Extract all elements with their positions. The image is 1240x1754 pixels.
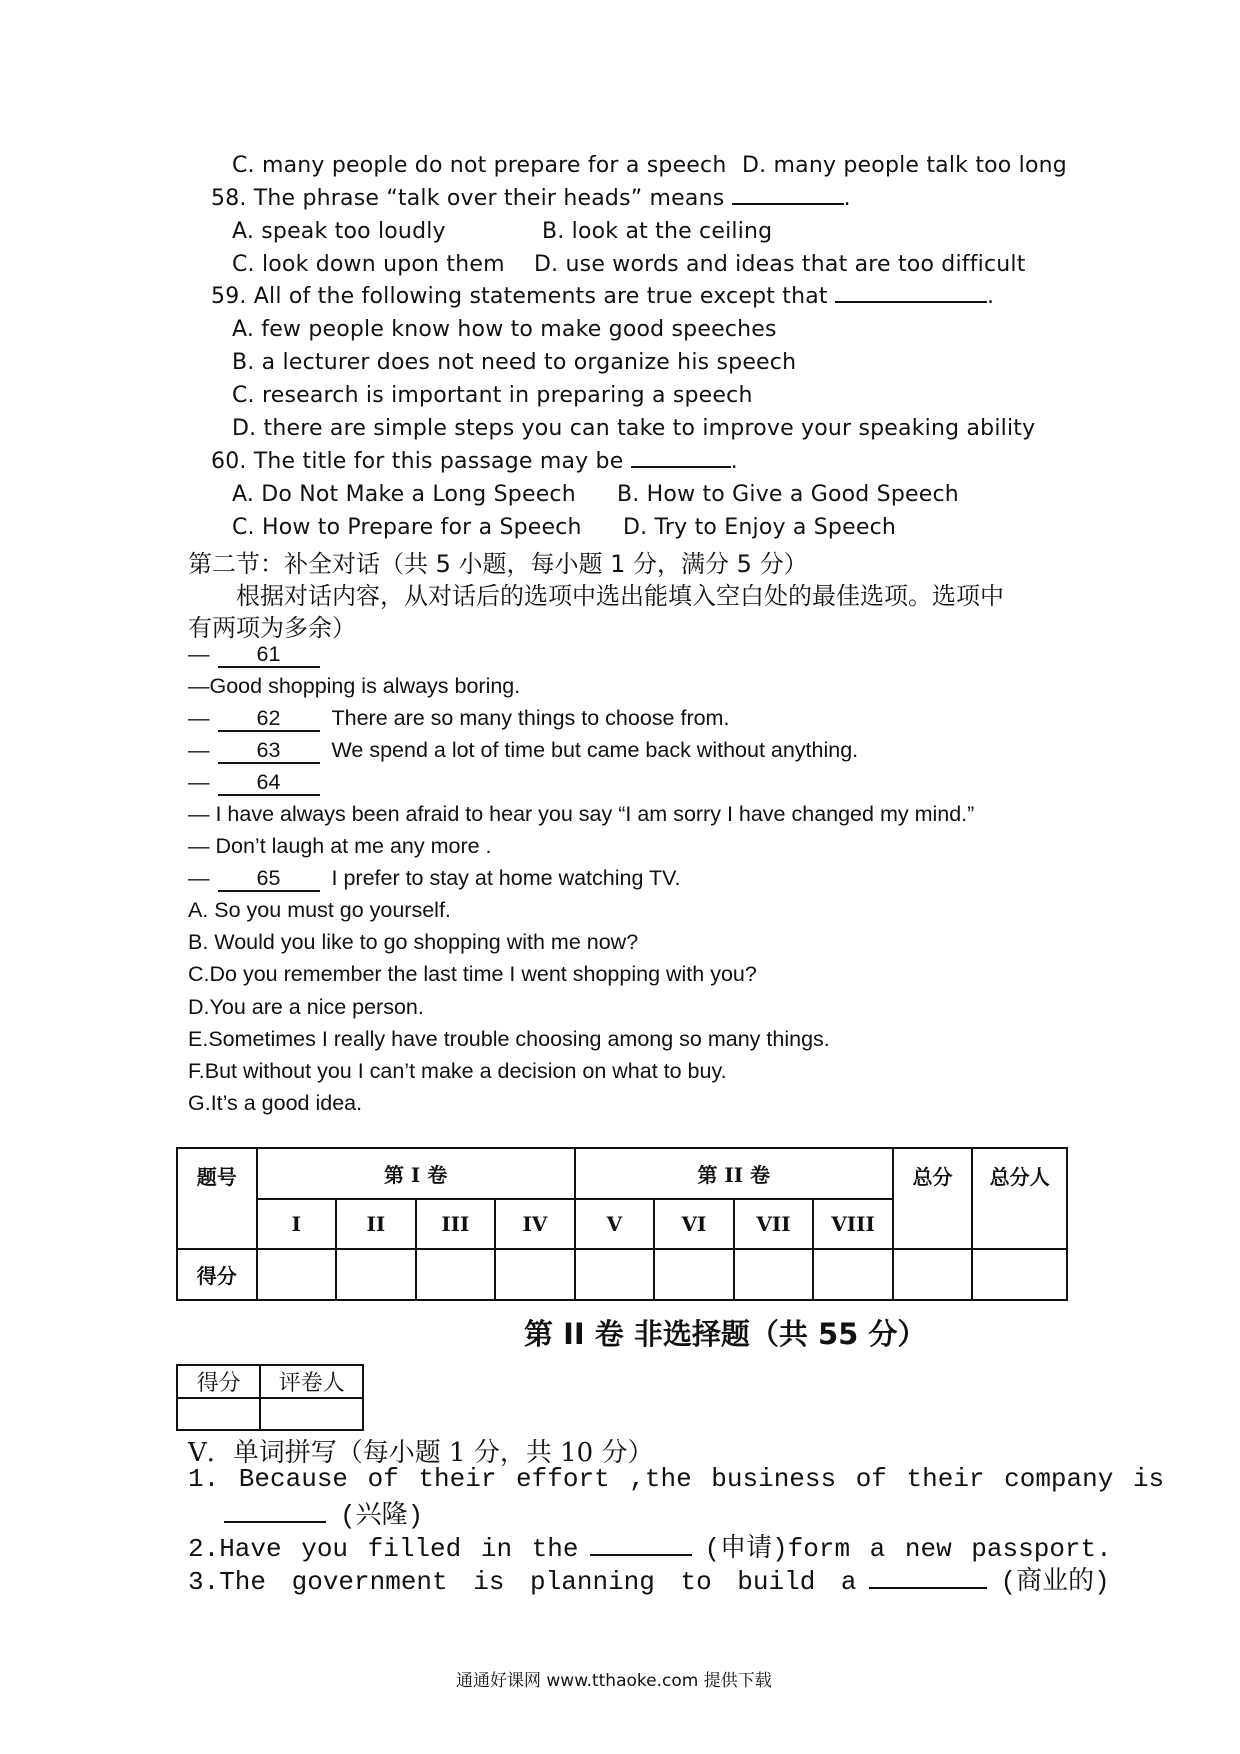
option-d: D.You are a nice person. — [188, 995, 424, 1019]
q3-hint: (商业的) — [1000, 1567, 1110, 1597]
q58-option-a: A. speak too loudly — [232, 219, 446, 244]
q3-line — [188, 1560, 1110, 1597]
q2-text: 2.Have you filled in the — [188, 1534, 579, 1564]
answer-blank — [631, 466, 731, 468]
score-cell[interactable] — [575, 1249, 655, 1300]
score-cell[interactable] — [336, 1249, 416, 1300]
dash: — — [188, 706, 210, 730]
dialogue-line-2: —Good shopping is always boring. — [188, 674, 521, 698]
section5-heading: V．单词拼写（每小题 1 分，共 10 分） — [188, 1438, 654, 1468]
score-col-1: I — [257, 1199, 337, 1250]
dialogue-line-63 — [188, 738, 858, 764]
q58-stem-text: 58. The phrase “talk over their heads” means — [211, 186, 725, 211]
answer-blank — [869, 1587, 987, 1589]
q59-option-c: C. research is important in preparing a speech — [232, 383, 753, 408]
score-cell[interactable] — [495, 1249, 575, 1300]
q58-option-b: B. look at the ceiling — [542, 219, 773, 244]
score-col-2: II — [336, 1199, 416, 1250]
score-col-5: V — [575, 1199, 655, 1250]
grader-box-cell[interactable] — [177, 1398, 260, 1430]
blank-63: 63 — [218, 739, 320, 764]
section2-instruction-1: 根据对话内容，从对话后的选项中选出能填入空白处的最佳选项。选项中 — [236, 582, 1004, 610]
score-cell[interactable] — [257, 1249, 337, 1300]
score-table-header-zongfenren: 总分人 — [972, 1148, 1067, 1249]
score-cell[interactable] — [416, 1249, 496, 1300]
score-table-header-tihao: 题号 — [177, 1148, 257, 1249]
option-c: C.Do you remember the last time I went shopping with you? — [188, 962, 757, 986]
dialogue-line-61 — [188, 642, 320, 668]
footer: 通通好课网 www.tthaoke.com 提供下载 — [456, 1671, 772, 1691]
q58-option-d: D. use words and ideas that are too difficult — [534, 252, 1026, 277]
option-f: F.But without you I can’t make a decision on what to buy. — [188, 1059, 727, 1083]
grader-box — [176, 1364, 364, 1431]
answer-blank — [224, 1521, 326, 1523]
score-col-6: VI — [654, 1199, 734, 1250]
dialogue-line-6: — Don’t laugh at me any more . — [188, 834, 492, 858]
q60-stem-text: 60. The title for this passage may be — [211, 449, 624, 474]
dash: — — [188, 866, 210, 890]
dialogue-line-64 — [188, 770, 320, 796]
q1-line-1: 1. Because of their effort ,the business of their company is — [188, 1464, 1165, 1494]
score-table-row-defen: 得分 — [177, 1249, 257, 1300]
option-a: A. So you must go yourself. — [188, 898, 451, 922]
grader-box-pingjuanren: 评卷人 — [260, 1365, 363, 1398]
score-cell[interactable] — [654, 1249, 734, 1300]
q59-option-b: B. a lecturer does not need to organize his speech — [232, 350, 797, 375]
q60-option-b: B. How to Give a Good Speech — [617, 482, 959, 507]
score-col-7: VII — [734, 1199, 814, 1250]
q58-option-c: C. look down upon them — [232, 252, 505, 277]
q59-stem-text: 59. All of the following statements are true except that — [211, 284, 828, 309]
blank-62: 62 — [218, 707, 320, 732]
score-table-header-juan1: 第 I 卷 — [257, 1148, 575, 1199]
q60-option-a: A. Do Not Make a Long Speech — [232, 482, 576, 507]
dialogue-line-65 — [188, 866, 680, 892]
option-g: G.It’s a good idea. — [188, 1091, 363, 1115]
score-col-4: IV — [495, 1199, 575, 1250]
q2-hint: (申请)form a new passport. — [704, 1534, 1112, 1564]
section2-instruction-2: 有两项为多余） — [188, 614, 356, 642]
section2-heading: 第二节：补全对话（共 5 小题，每小题 1 分，满分 5 分） — [188, 550, 808, 578]
score-cell[interactable] — [893, 1249, 973, 1300]
dialogue-text-62: There are so many things to choose from. — [331, 706, 730, 730]
part2-title: 第 II 卷 非选择题（共 55 分） — [524, 1317, 927, 1351]
dash: — — [188, 642, 210, 666]
q1-line-2 — [224, 1494, 423, 1531]
dash: — — [188, 770, 210, 794]
blank-64: 64 — [218, 771, 320, 796]
q1-hint: (兴隆) — [340, 1501, 424, 1531]
score-cell[interactable] — [972, 1249, 1067, 1300]
dialogue-line-62 — [188, 706, 729, 732]
score-cell[interactable] — [813, 1249, 893, 1300]
option-b: B. Would you like to go shopping with me now? — [188, 930, 639, 954]
score-table — [176, 1147, 1068, 1301]
score-col-3: III — [416, 1199, 496, 1250]
q58-stem: 58. The phrase “talk over their heads” means . — [211, 186, 851, 211]
score-table-header-juan2: 第 II 卷 — [575, 1148, 893, 1199]
q59-option-a: A. few people know how to make good speeches — [232, 317, 777, 342]
grader-box-cell[interactable] — [260, 1398, 363, 1430]
answer-blank — [835, 301, 987, 303]
option-e: E.Sometimes I really have trouble choosing among so many things. — [188, 1027, 830, 1051]
score-col-8: VIII — [813, 1199, 893, 1250]
answer-blank — [732, 203, 844, 205]
q2-line — [188, 1527, 1112, 1564]
q57-option-d: D. many people talk too long — [742, 153, 1067, 178]
score-cell[interactable] — [734, 1249, 814, 1300]
blank-65: 65 — [218, 867, 320, 892]
q3-text: 3.The government is planning to build a — [188, 1567, 857, 1597]
q59-option-d: D. there are simple steps you can take to improve your speaking ability — [232, 416, 1036, 441]
score-table-header-zongfen: 总分 — [893, 1148, 973, 1249]
q57-option-c: C. many people do not prepare for a speech — [232, 153, 727, 178]
q60-option-d: D. Try to Enjoy a Speech — [623, 515, 897, 540]
dash: — — [188, 738, 210, 762]
answer-blank — [590, 1554, 692, 1556]
q60-stem: 60. The title for this passage may be . — [211, 449, 738, 474]
dialogue-line-5: — I have always been afraid to hear you say “I am sorry I have changed my mind.” — [188, 802, 975, 826]
dialogue-text-65: I prefer to stay at home watching TV. — [331, 866, 681, 890]
grader-box-defen: 得分 — [177, 1365, 260, 1398]
q59-stem: 59. All of the following statements are true except that . — [211, 284, 995, 309]
dialogue-text-63: We spend a lot of time but came back without anything. — [331, 738, 859, 762]
blank-61: 61 — [218, 643, 320, 668]
q60-option-c: C. How to Prepare for a Speech — [232, 515, 582, 540]
